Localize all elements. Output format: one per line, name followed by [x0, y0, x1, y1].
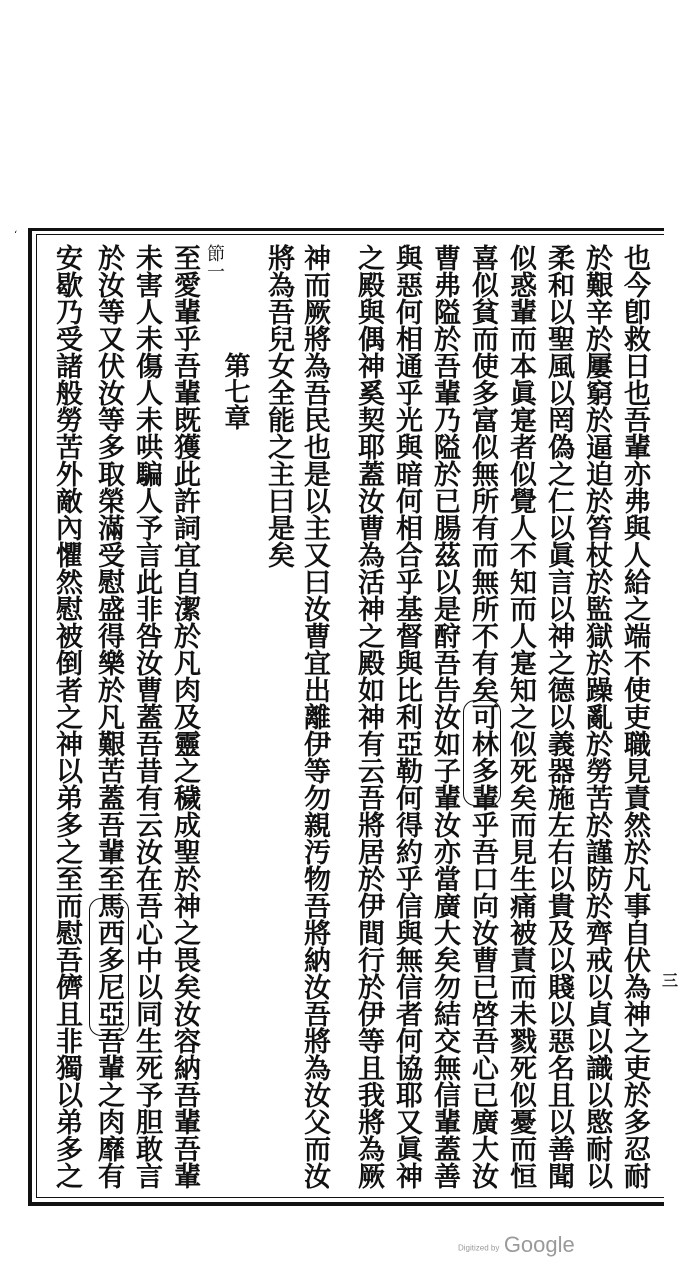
- right-margin: [664, 228, 678, 1206]
- corner-mark: ‘: [14, 230, 18, 241]
- text-column-3: 柔和以聖風以罔偽之仁以眞言以神之德以義器施左右以貴及以賤以惡名且以善聞: [543, 244, 574, 1189]
- text-column-16: 安歇乃受諸般勞苦外敵內懼然慰被倒者之神以弟多之至而慰吾儕且非獨以弟多之: [51, 244, 82, 1189]
- text-column-7: 與惡何相通乎光與暗何相合乎基督與比利亞勒何得約乎信與無信者何協耶又眞神: [391, 244, 422, 1189]
- text-column-13: 至愛輩乎吾輩既獲此許詞宜自潔於凡肉及靈之穢成聖於神之畏矣汝容納吾輩吾輩: [169, 244, 200, 1189]
- text-column-6: 曹弗隘於吾輩乃隘於已腸茲以是酧吾告汝如子輩汝亦當廣大矣勿結交無信輩蓋善: [429, 244, 460, 1189]
- text-column-2: 於艱辛於屢窮於逼迫於笞杖於監獄於躁亂於勞苦於謹防於齊戒以貞以識以愍耐以: [581, 244, 612, 1189]
- text-column-10: 將為吾兒女全能之主曰是矣: [263, 244, 294, 568]
- digitized-watermark: [458, 1232, 575, 1258]
- verse-marker: 節一: [204, 244, 225, 280]
- text-column-1: 也今卽救日也吾輩亦弗與人給之端不使吏職見責然於凡事自伏為神之吏於多忍耐: [619, 244, 650, 1189]
- digitized-label: Digitized by: [458, 1243, 500, 1253]
- name-cartouche-corinth: [463, 700, 501, 806]
- text-column-14: 未害人未傷人未哄騙人予言此非咎汝曹蓋吾昔有云汝在吾心中以同生死予胆敢言: [131, 244, 162, 1189]
- google-logo: Google: [503, 1232, 575, 1257]
- text-column-8: 之殿與偶神奚契耶蓋汝曹為活神之殿如神有云吾將居於伊間行於伊等且我將為厥: [353, 244, 384, 1189]
- chapter-heading: 第七章: [220, 352, 250, 430]
- side-page-mark: 三: [662, 971, 678, 990]
- text-column-4: 似惑輩而本眞寔者似覺人不知而人寔知之似死矣而見生痛被責而未戮死似憂而恒: [505, 244, 536, 1189]
- text-column-5: 喜似貧而使多富似無所有而無所不有矣可林多輩乎吾口向汝曹已啓吾心已廣大汝: [467, 244, 498, 1189]
- text-column-9: 神而厥將為吾民也是以主又曰汝曹宜出離伊等勿親汚物吾將納汝吾將為汝父而汝: [299, 244, 330, 1189]
- text-column-15: 於汝等又伏汝等多取榮滿受慰盛得樂於凡艱苦蓋吾輩至馬西多尼亞吾輩之肉靡有: [93, 244, 124, 1189]
- name-cartouche-macedonia: [89, 898, 129, 1036]
